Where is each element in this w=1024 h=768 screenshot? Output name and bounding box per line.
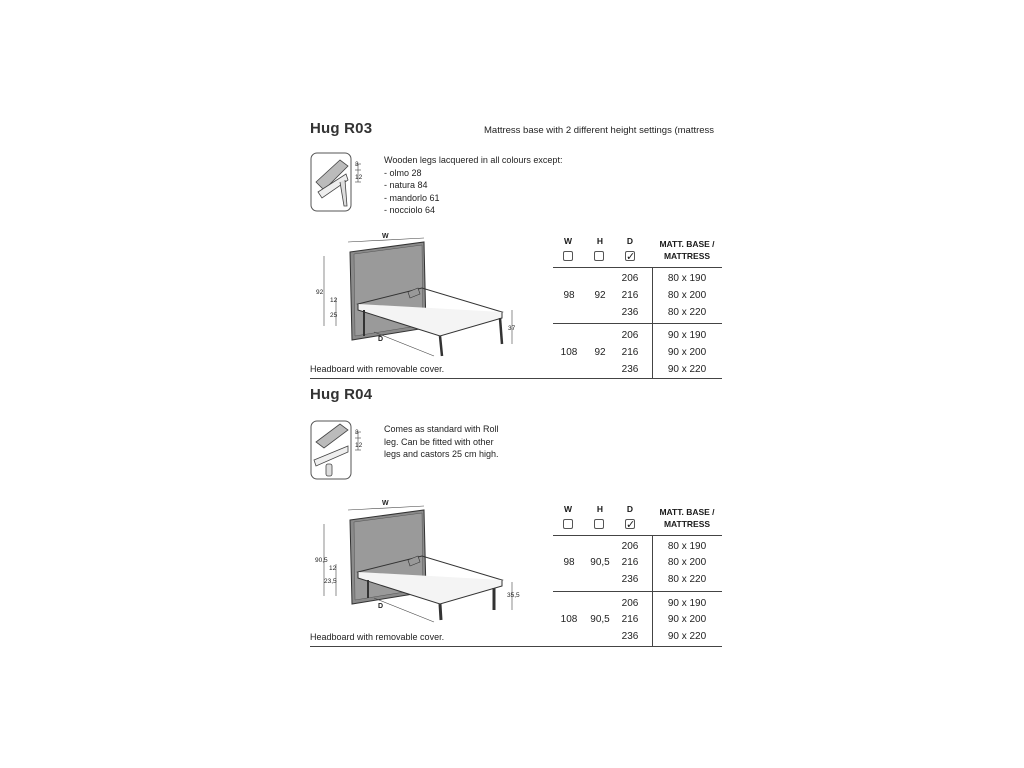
product-title: Hug R04 [310,386,373,403]
bed-illustration [312,500,532,630]
dim-height: 92 [316,289,324,296]
cell-mattress: 80 x 220 [667,307,707,318]
height-box-icon [594,519,604,529]
header-line: MATT. BASE / [659,239,715,249]
section-divider [310,378,722,379]
depth-box-icon [625,519,635,529]
leg-detail-illustration [310,420,380,482]
note-line: - nocciolo 64 [384,205,436,215]
dim-gap: 12 [330,297,338,304]
cell-mattress: 90 x 200 [667,614,707,625]
col-w-header: W [563,236,573,246]
dim-d: D [378,603,384,610]
cell-d: 236 [621,574,639,585]
cell-h: 92 [594,347,606,358]
cell-mattress: 90 x 190 [667,330,707,341]
caption: Headboard with removable cover. [310,364,445,374]
cell-h: 90,5 [590,614,610,625]
legs-note [384,423,499,461]
cell-mattress: 90 x 200 [667,347,707,358]
cell-mattress: 80 x 190 [667,273,707,284]
note-line: - olmo 28 [384,167,422,178]
dim-leg: 25 [330,312,338,319]
cell-d: 216 [621,347,639,358]
check-icon: ✓ [626,519,636,531]
cell-d: 216 [621,557,639,568]
note-line: leg. Can be fitted with other [384,436,494,447]
col-h-header: H [596,236,604,246]
note-line: Comes as standard with Roll [384,424,499,434]
detail-dim-bottom: 12 [355,442,363,449]
depth-box-icon [625,251,635,261]
note-line: legs and castors 25 cm high. [384,449,499,459]
note-line: - natura 84 [384,180,428,190]
check-icon: ✓ [626,251,636,263]
caption: Headboard with removable cover. [310,632,445,642]
col-h-header: H [596,504,604,514]
header-line: MATT. BASE / [659,507,715,517]
cell-mattress: 90 x 220 [667,364,707,375]
cell-h: 90,5 [590,557,610,568]
section-divider [310,646,722,647]
cell-w: 98 [563,557,575,568]
cell-w: 108 [560,347,578,358]
cell-d: 236 [621,364,639,375]
cell-mattress: 80 x 190 [667,541,707,552]
cell-mattress: 90 x 190 [667,598,707,609]
detail-dim-bottom: 12 [355,174,363,181]
cell-d: 206 [621,598,639,609]
dim-w: W [382,500,389,507]
cell-d: 236 [621,631,639,642]
cell-h: 92 [594,290,606,301]
table-rule [553,591,722,592]
dim-w: W [382,233,389,240]
header-line: MATTRESS [663,251,711,261]
leg-detail-illustration [310,152,380,214]
header-line: MATTRESS [663,519,711,529]
legs-note [384,154,562,217]
bed-illustration [312,232,532,362]
product-subtitle: Mattress base with 2 different height settings (mattress [484,125,715,136]
dim-gap: 12 [329,565,337,572]
note-line: Wooden legs lacquered in all colours except: [384,155,563,165]
cell-d: 236 [621,307,639,318]
cell-mattress: 80 x 200 [667,557,707,568]
cell-mattress: 80 x 200 [667,290,707,301]
table-rule [553,535,722,536]
width-box-icon [563,251,573,261]
cell-d: 206 [621,273,639,284]
height-box-icon [594,251,604,261]
col-d-header: D [626,236,634,246]
table-rule [553,323,722,324]
table-rule [553,267,722,268]
detail-dim-top: 3 [355,429,359,436]
dim-side: 37 [508,325,516,332]
dim-leg: 23,5 [324,578,337,585]
cell-d: 206 [621,330,639,341]
cell-d: 206 [621,541,639,552]
cell-mattress: 80 x 220 [667,574,707,585]
cell-w: 98 [563,290,575,301]
cell-mattress: 90 x 220 [667,631,707,642]
cell-w: 108 [560,614,578,625]
cell-d: 216 [621,614,639,625]
col-mattress-header [652,506,722,530]
product-title: Hug R03 [310,120,373,137]
dim-d: D [378,336,384,343]
col-d-header: D [626,504,634,514]
cell-d: 216 [621,290,639,301]
detail-dim-top: 3 [355,161,359,168]
col-w-header: W [563,504,573,514]
col-mattress-header [652,238,722,262]
width-box-icon [563,519,573,529]
dim-side: 35,5 [507,592,520,599]
dim-height: 90,5 [315,557,328,564]
note-line: - mandorlo 61 [384,192,440,203]
